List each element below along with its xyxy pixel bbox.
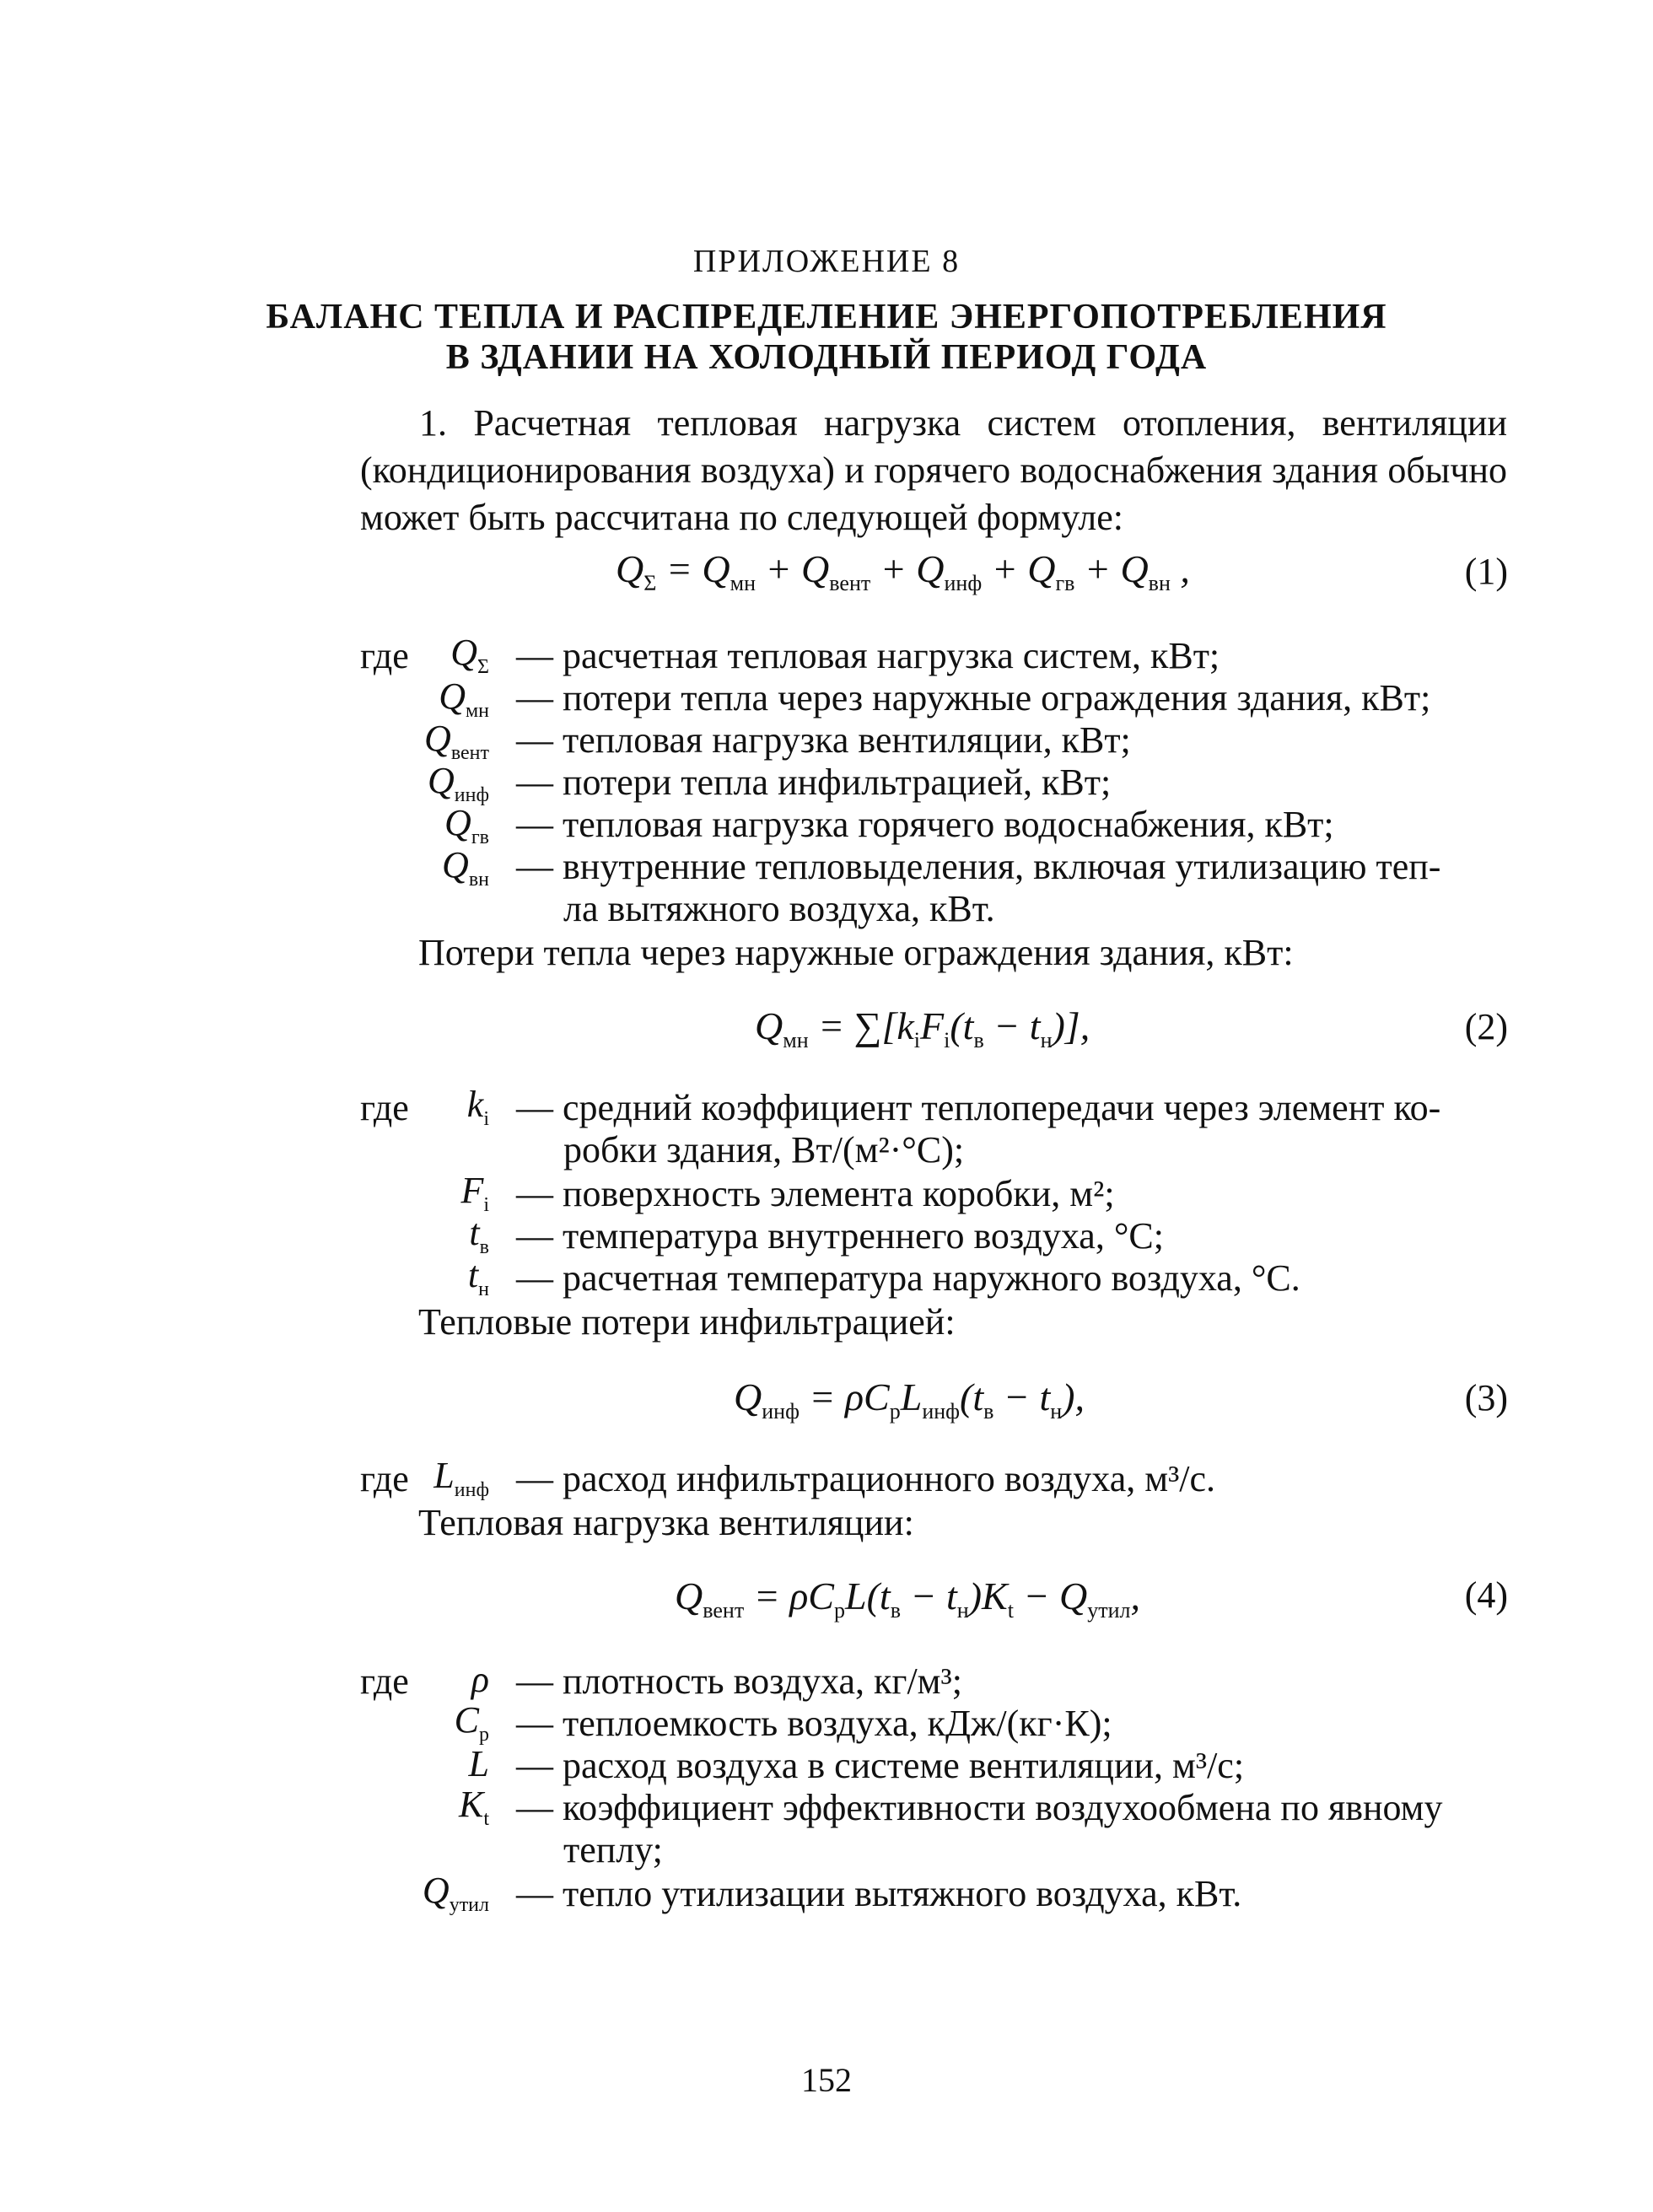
definition-c-p: — теплоемкость воздуха, кДж/(кг·К); — [516, 1703, 1112, 1744]
definition-f-i: — поверхность элемента коробки, м²; — [516, 1173, 1115, 1214]
symbol-q-sigma: $Q_\Sigma$ — [450, 632, 489, 678]
equation-number-4: (4) — [1464, 1574, 1508, 1616]
definition-k-t: — коэффициент эффективности воздухообмена по явному — [516, 1787, 1443, 1828]
definition-t-n: — расчетная температура наружного воздуха, °С. — [516, 1257, 1300, 1299]
symbol-rho: ρ — [471, 1659, 489, 1700]
definition-q-vn-cont: ла вытяжного воздуха, кВт. — [563, 888, 995, 929]
definition-q-inf: — потери тепла инфильтрацией, кВт; — [516, 762, 1112, 803]
title-line-1: БАЛАНС ТЕПЛА И РАСПРЕДЕЛЕНИЕ ЭНЕРГОПОТРЕБЛЕНИЯ — [266, 298, 1387, 336]
definition-l-inf: — расход инфильтрационного воздуха, м³/с. — [516, 1458, 1216, 1499]
symbol-k-i: $k_i$ — [466, 1084, 489, 1130]
intro-paragraph: 1. Расчетная тепловая нагрузка систем отопления, вентиляции (кондиционирования воздуха) и горячего водоснабжения здания обычно может быть рассчитана по следующей формуле: — [360, 402, 1507, 538]
definition-l: — расход воздуха в системе вентиляции, м³/с; — [516, 1745, 1245, 1786]
heading-infiltration: Тепловые потери инфильтрацией: — [418, 1301, 956, 1343]
where-label-1: где — [360, 635, 409, 676]
heading-ventilation: Тепловая нагрузка вентиляции: — [418, 1502, 914, 1543]
equation-number-1: (1) — [1464, 551, 1508, 592]
definition-q-sigma: — расчетная тепловая нагрузка систем, кВт; — [516, 635, 1220, 676]
symbol-q-util: $Q_{утил}$ — [422, 1870, 489, 1916]
symbol-k-t: $K_t$ — [458, 1784, 489, 1830]
definition-k-t-cont: теплу; — [563, 1829, 663, 1870]
symbol-l: L — [468, 1743, 489, 1784]
page-number: 152 — [801, 2061, 852, 2099]
definition-q-gv: — тепловая нагрузка горячего водоснабжения, кВт; — [516, 804, 1334, 845]
where-label-2: где — [360, 1087, 409, 1128]
formula-3: $Q_{инф} = \rho C_pL_{инф}(t_в - t_н)$, — [734, 1375, 1085, 1424]
where-label-3: где — [360, 1458, 409, 1499]
definition-k-i: — средний коэффициент теплопередачи через элемент ко- — [516, 1087, 1441, 1128]
appendix-label: ПРИЛОЖЕНИЕ 8 — [692, 244, 961, 279]
symbol-q-vn: $Q_{вн}$ — [442, 844, 489, 891]
equation-number-3: (3) — [1464, 1377, 1508, 1418]
symbol-q-gv: $Q_{гв}$ — [444, 802, 489, 848]
equation-number-2: (2) — [1464, 1006, 1508, 1047]
symbol-l-inf: $L_{инф}$ — [433, 1455, 489, 1501]
symbol-f-i: $F_i$ — [460, 1170, 489, 1216]
heading-losses: Потери тепла через наружные ограждения здания, кВт: — [418, 932, 1294, 973]
definition-rho: — плотность воздуха, кг/м³; — [516, 1660, 962, 1702]
symbol-c-p: $C_p$ — [454, 1699, 489, 1746]
where-label-4: где — [360, 1660, 409, 1702]
title-line-2: В ЗДАНИИ НА ХОЛОДНЫЙ ПЕРИОД ГОДА — [445, 338, 1208, 377]
symbol-t-n: $t_н$ — [467, 1254, 489, 1300]
definition-q-vent: — тепловая нагрузка вентиляции, кВт; — [516, 719, 1131, 761]
definition-t-v: — температура внутреннего воздуха, °С; — [516, 1215, 1165, 1257]
formula-4: $Q_{вент} = \rho C_pL(t_в - t_н)K_t - Q_{утил}$, — [675, 1574, 1140, 1623]
definition-q-vn: — внутренние тепловыделения, включая утилизацию теп- — [516, 846, 1441, 887]
formula-2: $Q_{мн} = \sum[k_iF_i(t_в - t_н)]$, — [755, 1004, 1090, 1053]
symbol-q-inf: $Q_{инф}$ — [427, 760, 489, 806]
symbol-q-mn: $Q_{мн}$ — [439, 675, 489, 722]
definition-q-util: — тепло утилизации вытяжного воздуха, кВт. — [516, 1873, 1242, 1914]
symbol-q-vent: $Q_{вент}$ — [424, 718, 489, 764]
formula-1: $Q_\Sigma = Q_{мн} + Q_{вент} + Q_{инф} + Q_{гв} + Q_{вн}$ , — [616, 547, 1190, 596]
definition-q-mn: — потери тепла через наружные ограждения здания, кВт; — [516, 677, 1431, 718]
definition-k-i-cont: робки здания, Вт/(м²·°С); — [563, 1129, 965, 1171]
symbol-t-v: $t_в$ — [469, 1212, 489, 1258]
